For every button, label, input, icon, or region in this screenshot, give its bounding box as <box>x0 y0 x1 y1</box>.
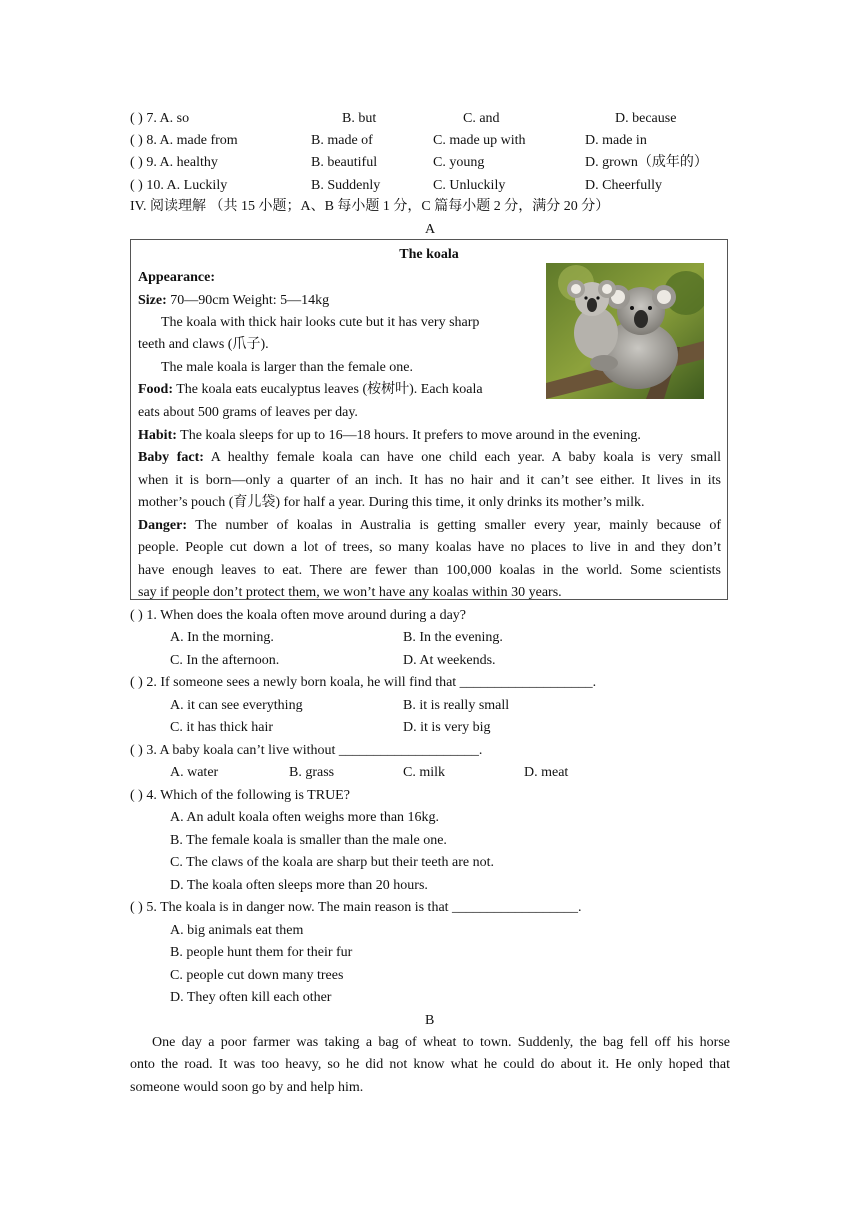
choice-row-7 <box>130 110 730 130</box>
choice-7-c: C. and <box>463 111 500 126</box>
option: A. water <box>170 765 219 780</box>
option: D. The koala often sleeps more than 20 hours. <box>170 878 428 893</box>
question-2: ( ) 2. If someone sees a newly born koala, he will find that ___________________. <box>130 675 597 690</box>
question-5: ( ) 5. The koala is in danger now. The main reason is that __________________. <box>130 900 582 915</box>
choice-8-d: D. made in <box>585 133 647 148</box>
option: B. The female koala is smaller than the male one. <box>170 833 447 848</box>
story-line: someone would soon go by and help him. <box>130 1080 364 1095</box>
choice-row-8 <box>130 132 730 152</box>
choice-row-10 <box>130 177 730 197</box>
choice-10-d: D. Cheerfully <box>585 178 662 193</box>
question-1: ( ) 1. When does the koala often move around during a day? <box>130 608 467 623</box>
option: C. milk <box>403 765 446 780</box>
desc-line: The male koala is larger than the female one. <box>161 360 414 375</box>
story-line: onto the road. It was too heavy, so he did not know what he could do about it. He only hoped that <box>130 1057 730 1072</box>
baby-line: when it is born—only a quarter of an inch. It has no hair and it can’t see either. It lives in its <box>138 473 721 488</box>
baby-line: mother’s pouch (育儿袋) for half a year. During this time, it only drinks its mother’s milk. <box>138 495 645 510</box>
choice-8-a: ( ) 8. A. made from <box>130 133 238 148</box>
option: A. big animals eat them <box>170 923 304 938</box>
desc-line: The koala with thick hair looks cute but it has very sharp <box>161 315 480 330</box>
choice-9-b: B. beautiful <box>311 155 378 170</box>
size-line: Size: 70—90cm Weight: 5—14kg <box>138 293 330 308</box>
choice-10-c: C. Unluckily <box>433 178 506 193</box>
danger-line: have enough leaves to eat. There are fewer than 100,000 koalas in the world. Some scientists <box>138 563 721 578</box>
baby-line: Baby fact: A healthy female koala can have one child each year. A baby koala is very small <box>138 450 721 465</box>
choice-7-a: ( ) 7. A. so <box>130 111 190 126</box>
part-b-label: B <box>425 1013 435 1028</box>
danger-line: Danger: The number of koalas in Australia is getting smaller every year, mainly because of <box>138 518 721 533</box>
option: B. people hunt them for their fur <box>170 945 353 960</box>
choice-7-d: D. because <box>615 111 677 126</box>
option: C. it has thick hair <box>170 720 274 735</box>
question-4: ( ) 4. Which of the following is TRUE? <box>130 788 350 803</box>
option: B. it is really small <box>403 698 510 713</box>
option: B. In the evening. <box>403 630 503 645</box>
habit-line: Habit: The koala sleeps for up to 16—18 hours. It prefers to move around in the evening. <box>138 428 641 443</box>
danger-line: say if people don’t protect them, we won’t have any koalas within 30 years. <box>138 585 562 600</box>
part-a-label: A <box>425 222 436 237</box>
option: C. In the afternoon. <box>170 653 280 668</box>
option: A. In the morning. <box>170 630 274 645</box>
choice-7-b: B. but <box>342 111 377 126</box>
option: B. grass <box>289 765 335 780</box>
desc-line: teeth and claws (爪子). <box>138 337 269 352</box>
option: A. it can see everything <box>170 698 303 713</box>
choice-10-a: ( ) 10. A. Luckily <box>130 178 228 193</box>
koala-photo <box>546 263 704 399</box>
option: D. meat <box>524 765 569 780</box>
story-line: One day a poor farmer was taking a bag of wheat to town. Suddenly, the bag fell off his horse <box>152 1035 730 1050</box>
food-line: Food: The koala eats eucalyptus leaves (桉树叶). Each koala <box>138 382 483 397</box>
question-3: ( ) 3. A baby koala can’t live without ____________________. <box>130 743 483 758</box>
option: D. it is very big <box>403 720 491 735</box>
option: C. The claws of the koala are sharp but their teeth are not. <box>170 855 494 870</box>
section-heading: IV. 阅读理解 （共 15 小题；A、B 每小题 1 分，C 篇每小题 2 分，满分 20 分） <box>130 199 610 214</box>
choice-9-d: D. grown（成年的） <box>585 155 708 170</box>
option: D. They often kill each other <box>170 990 332 1005</box>
option: A. An adult koala often weighs more than 16kg. <box>170 810 440 825</box>
appearance-heading: Appearance: <box>138 270 215 285</box>
food-line: eats about 500 grams of leaves per day. <box>138 405 358 420</box>
choice-row-9 <box>130 154 730 174</box>
option: D. At weekends. <box>403 653 496 668</box>
option: C. people cut down many trees <box>170 968 344 983</box>
danger-line: people. People cut down a lot of trees, so many koalas have no places to live in and they don’t <box>138 540 721 555</box>
passage-title: The koala <box>399 247 459 262</box>
choice-10-b: B. Suddenly <box>311 178 381 193</box>
passage-box <box>130 239 728 600</box>
choice-9-a: ( ) 9. A. healthy <box>130 155 218 170</box>
choice-8-b: B. made of <box>311 133 373 148</box>
choice-8-c: C. made up with <box>433 133 526 148</box>
choice-9-c: C. young <box>433 155 485 170</box>
